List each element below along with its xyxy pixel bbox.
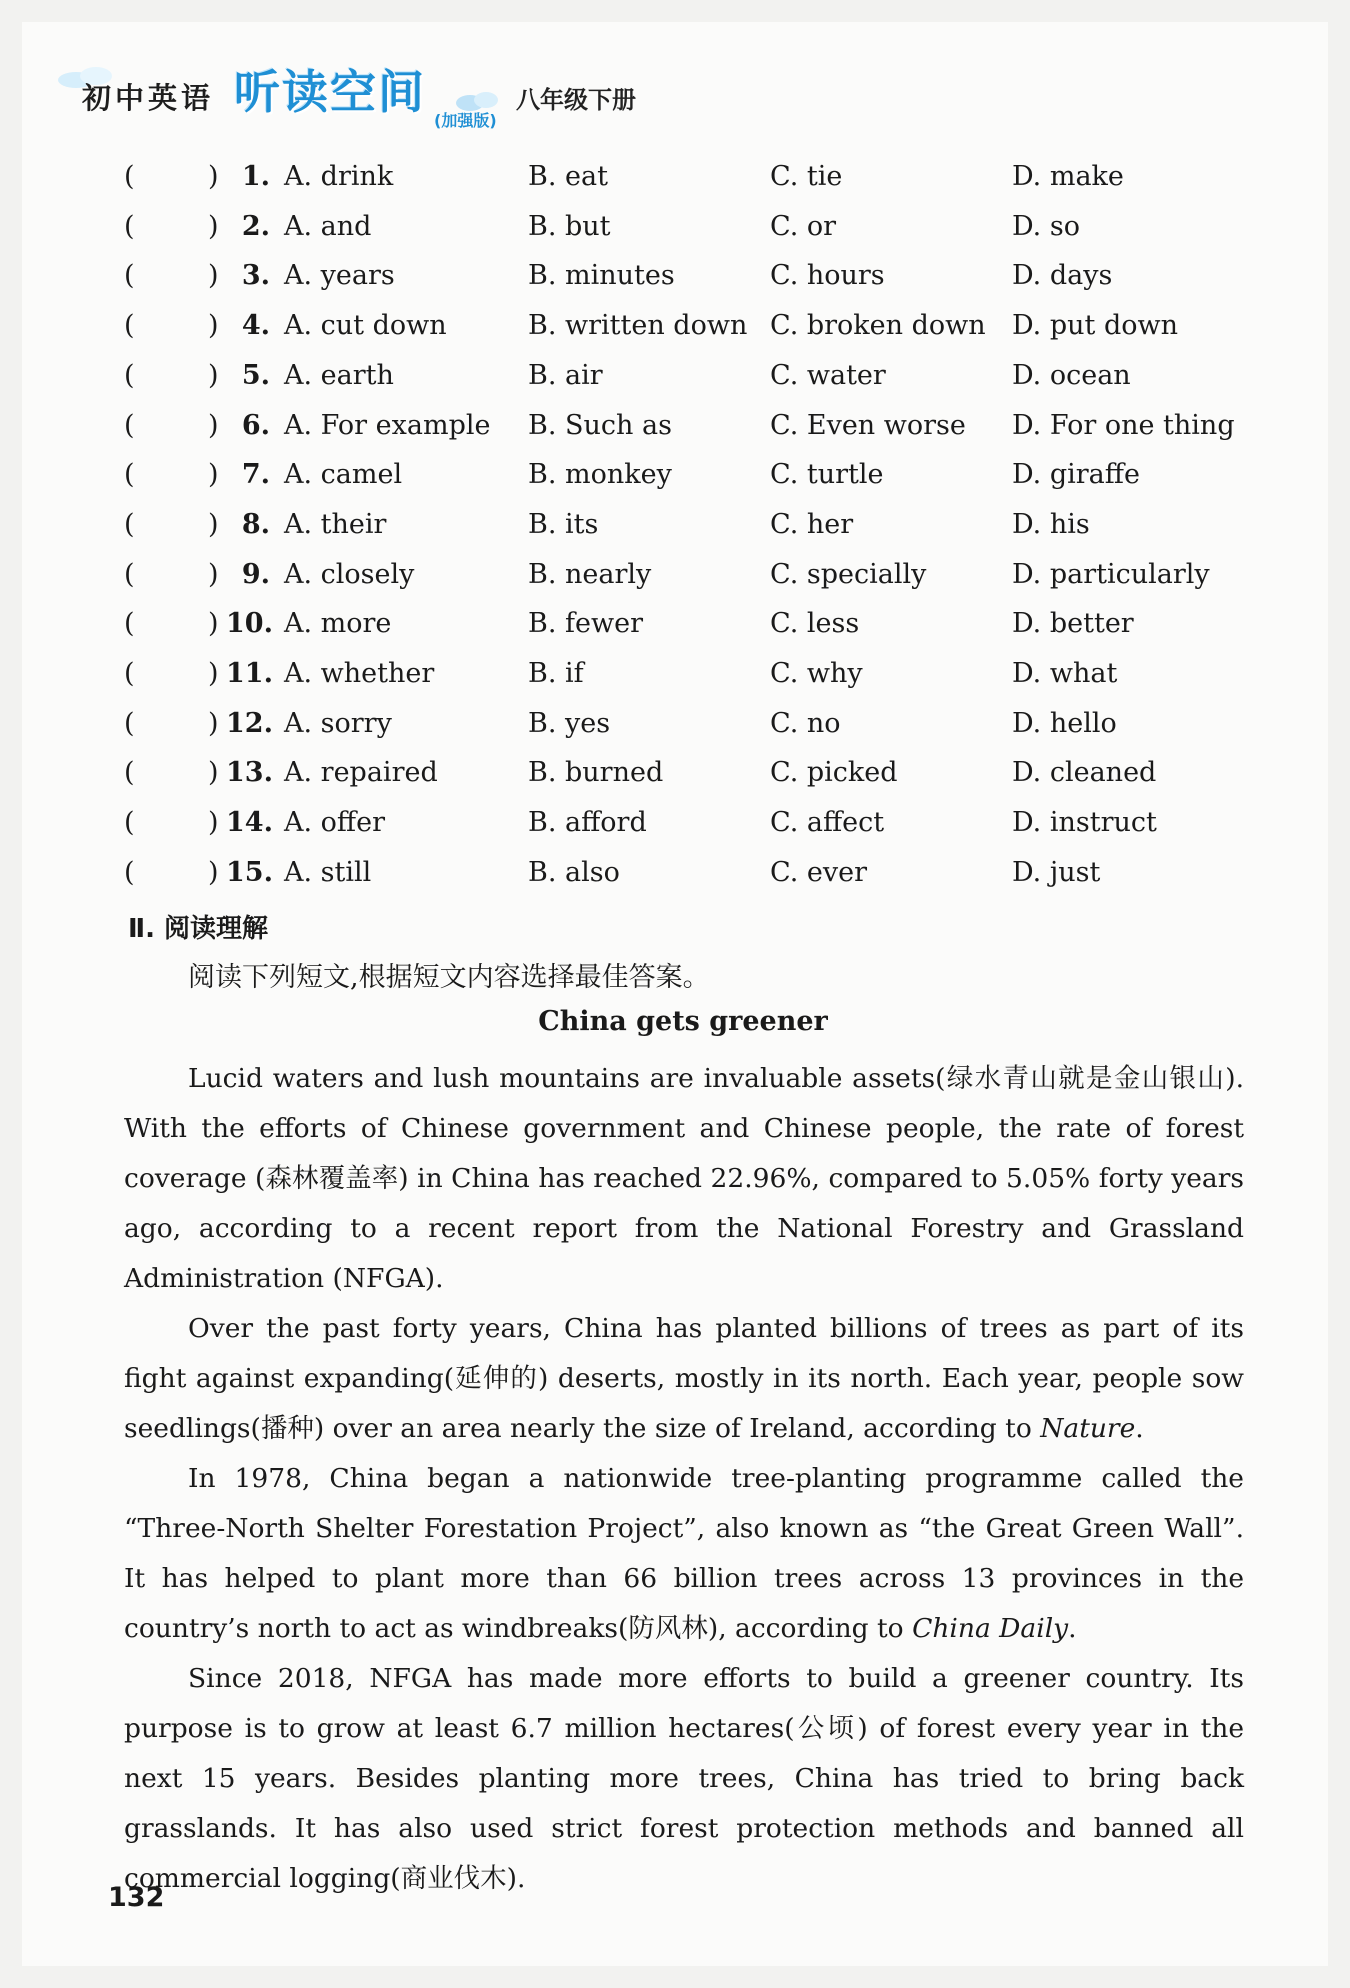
question-number: 9. xyxy=(241,558,270,590)
question-number: 10. xyxy=(226,608,273,640)
question-row xyxy=(0,649,1350,699)
option-c: C. less xyxy=(770,608,860,640)
answer-bracket-open[interactable]: ( xyxy=(124,608,135,640)
option-a: A. more xyxy=(284,608,392,640)
option-b: B. Such as xyxy=(528,409,672,441)
question-row xyxy=(0,500,1350,550)
option-b: B. written down xyxy=(528,310,748,342)
option-d: D. so xyxy=(1012,210,1080,242)
answer-bracket-open[interactable]: ( xyxy=(124,260,135,292)
option-d: D. days xyxy=(1012,260,1113,292)
answer-bracket-close: ) xyxy=(208,210,219,242)
answer-bracket-close: ) xyxy=(208,359,219,391)
option-b: B. if xyxy=(528,658,584,689)
option-a: A. earth xyxy=(284,359,394,391)
answer-bracket-close: ) xyxy=(208,856,219,888)
option-c: C. ever xyxy=(770,856,867,888)
answer-bracket-open[interactable]: ( xyxy=(124,310,135,342)
option-a: A. years xyxy=(284,260,395,292)
answer-bracket-close: ) xyxy=(208,757,219,789)
answer-bracket-close: ) xyxy=(208,409,219,441)
option-a: A. repaired xyxy=(284,757,438,789)
option-c: C. no xyxy=(770,707,841,739)
option-b: B. also xyxy=(528,856,620,888)
question-row xyxy=(0,699,1350,749)
page-number: 132 xyxy=(108,1882,165,1913)
option-b: B. fewer xyxy=(528,608,643,640)
answer-bracket-open[interactable]: ( xyxy=(124,757,135,789)
option-c: C. turtle xyxy=(770,459,884,491)
question-number: 7. xyxy=(241,459,270,491)
question-row xyxy=(0,251,1350,301)
question-number: 13. xyxy=(226,757,273,789)
option-b: B. monkey xyxy=(528,459,672,491)
answer-bracket-open[interactable]: ( xyxy=(124,856,135,888)
paragraph-text: Over the past forty years, China has planted billions of trees as part of its fight against expanding(延伸的) deserts, mostly in its north. Each year, people sow seedlings(播种) over an area nearly the size of Ireland, according to xyxy=(124,1313,1244,1444)
question-number: 5. xyxy=(241,359,270,391)
option-b: B. eat xyxy=(528,161,608,192)
option-a: A. cut down xyxy=(284,310,447,342)
option-b: B. air xyxy=(528,359,603,391)
option-d: D. particularly xyxy=(1012,558,1210,590)
answer-bracket-open[interactable]: ( xyxy=(124,359,135,391)
answer-bracket-open[interactable]: ( xyxy=(124,558,135,590)
question-number: 11. xyxy=(226,658,273,689)
question-row xyxy=(0,450,1350,500)
answer-bracket-open[interactable]: ( xyxy=(124,409,135,441)
answer-bracket-close: ) xyxy=(208,459,219,491)
question-row xyxy=(0,848,1350,898)
question-row xyxy=(0,550,1350,600)
answer-bracket-open[interactable]: ( xyxy=(124,459,135,491)
answer-bracket-open[interactable]: ( xyxy=(124,707,135,739)
option-c: C. Even worse xyxy=(770,409,966,441)
answer-bracket-close: ) xyxy=(208,161,219,192)
option-d: D. just xyxy=(1012,856,1101,888)
option-d: D. instruct xyxy=(1012,807,1157,839)
question-row xyxy=(0,202,1350,252)
option-c: C. water xyxy=(770,359,886,391)
answer-bracket-close: ) xyxy=(208,807,219,839)
paragraph: Since 2018, NFGA has made more efforts to build a greener country. Its purpose is to grow at least 6.7 million hectares(公顷) of forest every year in the next 15 years. Besides planting more trees, China has tried to bring back grasslands. It has also used strict forest protection methods and banned all commercial logging(商业伐木). xyxy=(124,1663,1244,1894)
option-a: A. closely xyxy=(284,558,415,590)
brand-logo: 听读空间 xyxy=(234,65,426,119)
option-d: D. what xyxy=(1012,658,1118,689)
answer-bracket-open[interactable]: ( xyxy=(124,807,135,839)
option-d: D. ocean xyxy=(1012,359,1131,391)
paragraph xyxy=(124,1454,1244,1654)
source-name: Nature xyxy=(1040,1413,1136,1444)
option-a: A. whether xyxy=(284,658,435,689)
option-c: C. affect xyxy=(770,807,885,839)
option-a: A. offer xyxy=(284,807,385,839)
grade-label: 八年级下册 xyxy=(516,86,636,114)
option-b: B. afford xyxy=(528,807,647,839)
option-b: B. yes xyxy=(528,707,611,739)
paragraph-text: . xyxy=(1135,1413,1144,1444)
answer-bracket-close: ) xyxy=(208,658,219,689)
question-row xyxy=(0,351,1350,401)
article-title: China gets greener xyxy=(538,1006,828,1037)
option-b: B. but xyxy=(528,210,611,242)
option-c: C. or xyxy=(770,210,837,242)
question-row xyxy=(0,152,1350,202)
question-number: 4. xyxy=(241,310,270,342)
paragraph-text: . xyxy=(1068,1613,1077,1644)
option-c: C. hours xyxy=(770,260,885,292)
option-c: C. tie xyxy=(770,161,843,192)
option-a: A. and xyxy=(284,210,372,242)
option-d: D. put down xyxy=(1012,310,1178,342)
question-row xyxy=(0,599,1350,649)
edition-tag: (加强版) xyxy=(434,111,497,130)
question-number: 12. xyxy=(226,707,273,739)
option-d: D. better xyxy=(1012,608,1134,640)
option-a: A. For example xyxy=(284,409,491,441)
section-title: Ⅱ. 阅读理解 xyxy=(128,914,269,944)
option-a: A. still xyxy=(284,856,372,888)
option-d: D. cleaned xyxy=(1012,757,1157,789)
answer-bracket-close: ) xyxy=(208,310,219,342)
source-name: China Daily xyxy=(912,1613,1069,1644)
option-a: A. their xyxy=(284,508,387,540)
answer-bracket-close: ) xyxy=(208,260,219,292)
option-c: C. specially xyxy=(770,558,927,590)
option-d: D. make xyxy=(1012,161,1124,192)
question-number: 1. xyxy=(241,161,270,192)
option-a: A. camel xyxy=(284,459,403,491)
option-c: C. picked xyxy=(770,757,898,789)
question-row xyxy=(0,301,1350,351)
answer-bracket-open[interactable]: ( xyxy=(124,508,135,540)
question-number: 14. xyxy=(226,807,273,839)
option-d: D. his xyxy=(1012,508,1090,540)
question-number: 8. xyxy=(241,508,270,540)
option-d: D. For one thing xyxy=(1012,409,1235,441)
paragraph xyxy=(124,1304,1244,1454)
question-number: 6. xyxy=(241,409,270,441)
option-b: B. its xyxy=(528,508,599,540)
option-d: D. giraffe xyxy=(1012,459,1140,491)
option-c: C. why xyxy=(770,658,863,689)
option-c: C. broken down xyxy=(770,310,986,342)
option-b: B. burned xyxy=(528,757,664,789)
answer-bracket-close: ) xyxy=(208,707,219,739)
option-b: B. minutes xyxy=(528,260,675,292)
question-row xyxy=(0,798,1350,848)
page-header xyxy=(56,48,756,138)
paragraph-text: In 1978, China began a nationwide tree-planting programme called the “Three-North Shelter Forestation Project”, also known as “the Great Green Wall”. It has helped to plant more than 66 billion trees across 13 provinces in the country’s north to act as windbreaks(防风林), according to xyxy=(124,1463,1244,1644)
article-body xyxy=(124,1054,1244,1904)
option-c: C. her xyxy=(770,508,854,540)
answer-bracket-open[interactable]: ( xyxy=(124,658,135,689)
answer-bracket-open[interactable]: ( xyxy=(124,210,135,242)
option-a: A. sorry xyxy=(284,707,392,739)
answer-bracket-close: ) xyxy=(208,508,219,540)
section-instructions: 阅读下列短文,根据短文内容选择最佳答案。 xyxy=(188,962,710,993)
question-number: 2. xyxy=(241,210,270,242)
question-number: 15. xyxy=(226,856,273,888)
option-d: D. hello xyxy=(1012,707,1117,739)
answer-bracket-close: ) xyxy=(208,608,219,640)
option-b: B. nearly xyxy=(528,558,652,590)
series-title: 初中英语 xyxy=(82,81,215,115)
question-row xyxy=(0,401,1350,451)
paragraph: Lucid waters and lush mountains are invaluable assets(绿水青山就是金山银山). With the efforts of Chinese government and Chinese people, the rate of forest coverage (森林覆盖率) in China has reached 22.96%, compared to 5.05% forty years ago, according to a recent report from the National Forestry and Grassland Administration (NFGA). xyxy=(124,1063,1244,1294)
answer-bracket-close: ) xyxy=(208,558,219,590)
question-row xyxy=(0,748,1350,798)
option-a: A. drink xyxy=(284,161,394,192)
question-number: 3. xyxy=(241,260,270,292)
answer-bracket-open[interactable]: ( xyxy=(124,161,135,192)
